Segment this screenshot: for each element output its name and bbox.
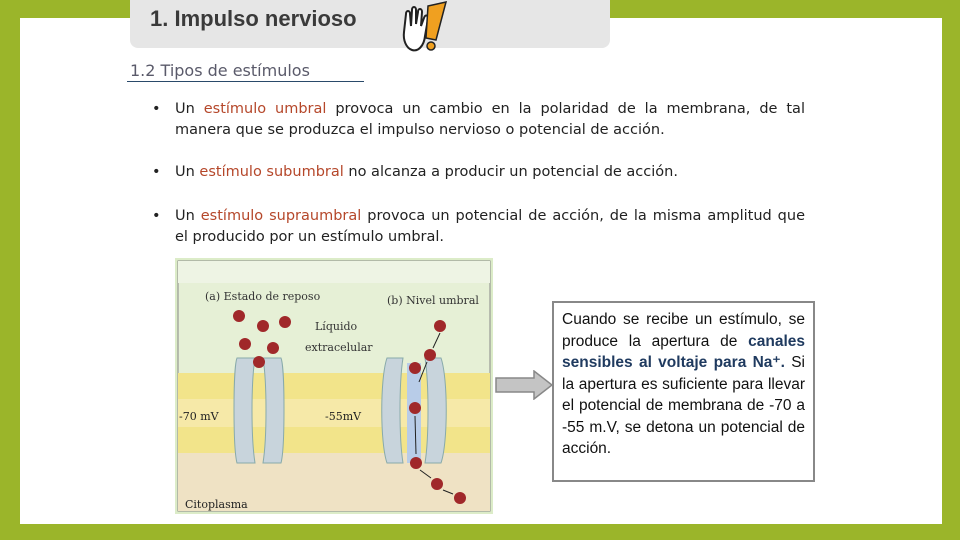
na-ion (239, 338, 251, 350)
callout-emphasis: canales sensibles al voltaje para Na⁺. (562, 332, 805, 371)
section-subtitle: 1.2 Tipos de estímulos (130, 61, 310, 80)
term-subumbral: estímulo subumbral (199, 164, 344, 180)
membrane-channel-figure (175, 258, 493, 514)
channel-open-left (382, 358, 403, 463)
pointing-hand-icon (398, 0, 450, 56)
label-voltage-threshold: -55mV (325, 410, 362, 423)
arrow-icon (494, 370, 554, 400)
na-ion (431, 478, 443, 490)
bullet-text-supraumbral: Un estímulo supraumbral provoca un potencial de acción, de la misma amplitud que el producido por un estímulo umbral. (175, 208, 805, 245)
na-ion (410, 457, 422, 469)
bullet-text-umbral: Un estímulo umbral provoca un cambio en la polaridad de la membrana, de tal manera que se produzca el impulso nervioso o potencial de acción. (175, 101, 805, 138)
na-ion (424, 349, 436, 361)
label-liquid: Líquido (315, 320, 358, 333)
channel-open-right (425, 358, 446, 463)
channel-closed-left (234, 358, 255, 463)
label-threshold-level: (b) Nivel umbral (387, 294, 479, 307)
page-title: 1. Impulso nervioso (150, 6, 357, 31)
na-ion (279, 316, 291, 328)
bullet-marker: • (152, 208, 161, 224)
na-ion (434, 320, 446, 332)
label-rest-state: (a) Estado de reposo (205, 290, 321, 303)
subtitle-underline (127, 81, 364, 82)
na-ion (267, 342, 279, 354)
bullet-marker: • (152, 101, 161, 117)
label-extracellular: extracelular (305, 341, 373, 354)
term-umbral: estímulo umbral (203, 101, 327, 117)
explanation-callout: Cuando se recibe un estímulo, se produce la apertura de canales sensibles al voltaje para Na⁺. Si la apertura es suficiente para llevar el potencial de membrana de -70 a -55 m.V, se detona un potencial de acción. (552, 301, 815, 482)
term-supraumbral: estímulo supraumbral (200, 208, 362, 224)
channel-closed-right (263, 358, 284, 463)
na-ion (233, 310, 245, 322)
label-cytoplasm: Citoplasma (185, 498, 248, 511)
label-voltage-rest: -70 mV (179, 410, 219, 423)
na-ion (409, 402, 421, 414)
bullet-text-subumbral: Un estímulo subumbral no alcanza a producir un potencial de acción. (175, 164, 678, 180)
na-ion (257, 320, 269, 332)
bullet-marker: • (152, 164, 161, 180)
na-ion (454, 492, 466, 504)
na-ion (409, 362, 421, 374)
na-ion (253, 356, 265, 368)
